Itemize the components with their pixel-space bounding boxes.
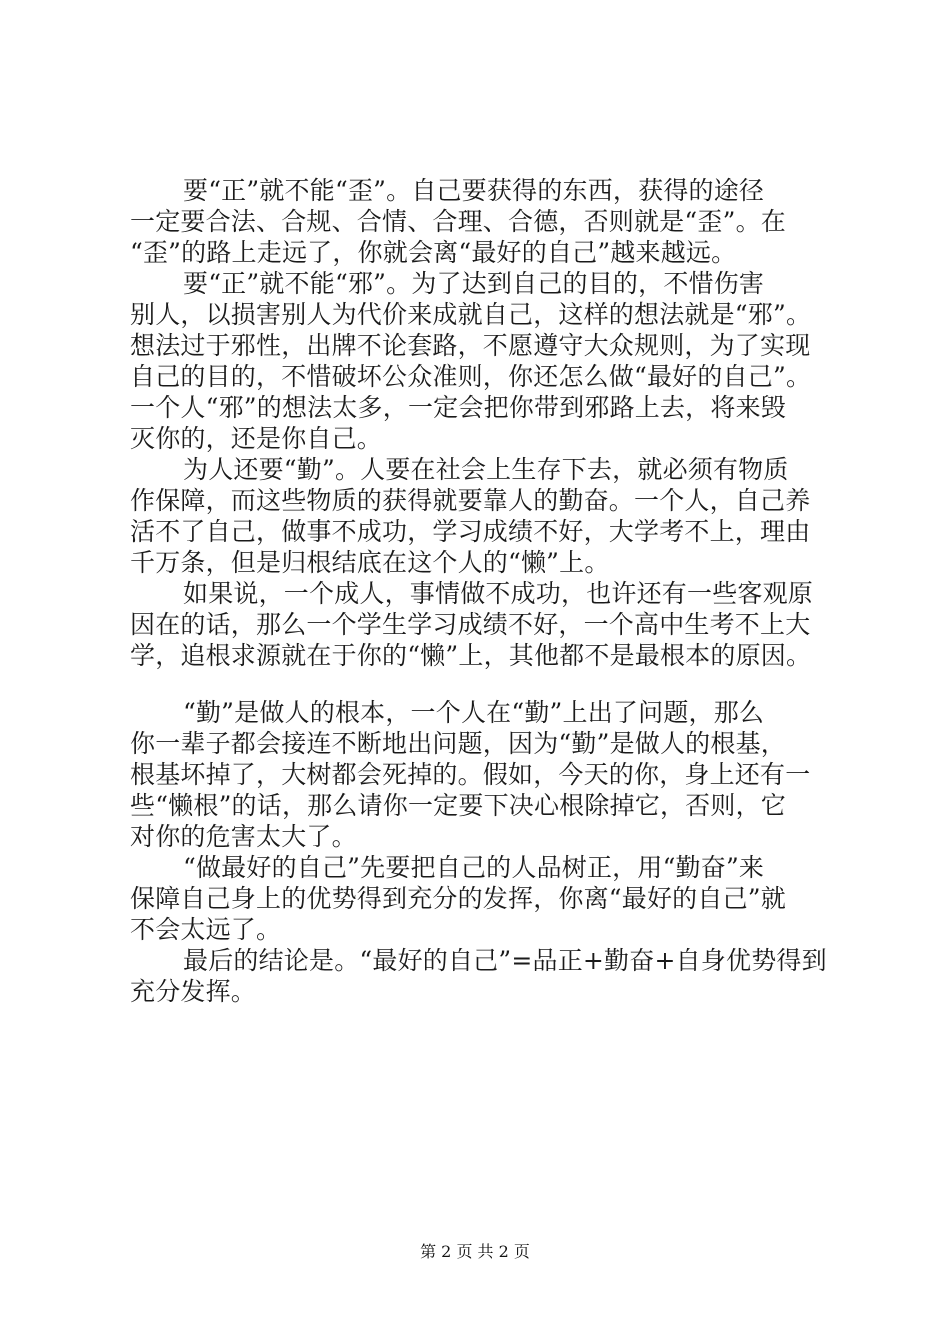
paragraph-3-line-1: 为人还要“勤”。人要在社会上生存下去，就必须有物质 [183,455,789,484]
paragraph-5-line-5: 对你的危害太大了。 [130,822,357,851]
paragraph-6-line-1: “做最好的自己”先要把自己的人品树正，用“勤奋”来 [183,853,765,882]
paragraph-2-line-1: 要“正”就不能“邪”。为了达到自己的目的，不惜伤害 [183,269,765,298]
paragraph-4-line-3: 学，追根求源就在于你的“懒”上，其他都不是最根本的原因。 [130,641,812,670]
paragraph-4-line-2: 因在的话，那么一个学生学习成绩不好，一个高中生考不上大 [130,610,811,639]
paragraph-4-line-1: 如果说，一个成人，事情做不成功，也许还有一些客观原 [183,579,814,608]
paragraph-1-line-1: 要“正”就不能“歪”。自己要获得的东西，获得的途径 [183,176,765,205]
paragraph-2-line-3: 想法过于邪性，出牌不论套路，不愿遵守大众规则，为了实现 [130,331,811,360]
paragraph-3-line-2: 作保障，而这些物质的获得就要靠人的勤奋。一个人，自己养 [130,486,811,515]
paragraph-7-line-1: 最后的结论是。“最好的自己”=品正+勤奋+自身优势得到 [183,946,827,975]
paragraph-2-line-2: 别人，以损害别人为代价来成就自己，这样的想法就是“邪”。 [130,300,812,329]
paragraph-2-line-4: 自己的目的，不惜破坏公众准则，你还怎么做“最好的自己”。 [130,362,812,391]
paragraph-3-line-3: 活不了自己，做事不成功，学习成绩不好，大学考不上，理由 [130,517,811,546]
paragraph-5-line-4: 些“懒根”的话，那么请你一定要下决心根除掉它，否则，它 [130,791,786,820]
paragraph-7-line-2: 充分发挥。 [130,977,257,1006]
paragraph-6-line-2: 保障自己身上的优势得到充分的发挥，你离“最好的自己”就 [130,884,786,913]
paragraph-3-line-4: 千万条，但是归根结底在这个人的“懒”上。 [130,548,610,577]
paragraph-6-line-3: 不会太远了。 [130,915,282,944]
paragraph-1-line-3: “歪”的路上走远了，你就会离“最好的自己”越来越远。 [130,238,737,267]
paragraph-2-line-6: 灭你的，还是你自己。 [130,424,383,453]
paragraph-5-line-3: 根基坏掉了，大树都会死掉的。假如，今天的你，身上还有一 [130,760,811,789]
paragraph-5-line-2: 你一辈子都会接连不断地出问题，因为“勤”是做人的根基， [130,729,786,758]
paragraph-5-line-1: “勤”是做人的根本，一个人在“勤”上出了问题，那么 [183,698,765,727]
paragraph-1-line-2: 一定要合法、合规、合情、合理、合德，否则就是“歪”。在 [130,207,786,236]
page-number-footer: 第 2 页 共 2 页 [420,1242,530,1261]
paragraph-2-line-5: 一个人“邪”的想法太多，一定会把你带到邪路上去，将来毁 [130,393,786,422]
